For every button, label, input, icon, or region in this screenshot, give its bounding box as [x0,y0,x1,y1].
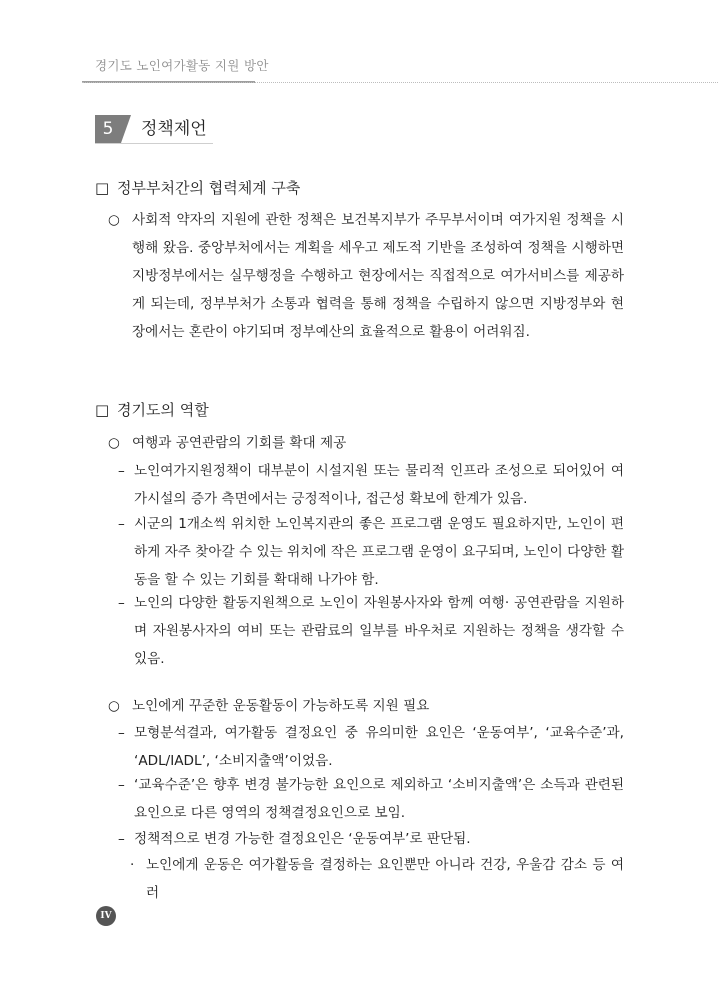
section-number-slant [121,115,131,143]
dash-item-model-analysis [118,719,624,775]
paragraph-text: 사회적 약자의 지원에 관한 정책은 보건복지부가 주무부서이며 여가지원 정책을 시행해 왔음. 중앙부처에서는 계획을 세우고 제도적 기반을 조성하여 정책을 시행하면 지방정부에서는 실무행정을 수행하고 현장에서는 직접적으로 여가서비스를 제공하게 되는데, 정부부처가 소통과 협력을 통해 정책을 수립하지 않으면 지방정부와 현장에서는 혼란이 야기되며 정부예산의 효율적으로 활용이 어려워짐. [132,212,624,340]
square-marker: □ [95,401,110,419]
dash-marker: – [118,463,125,479]
heading-gyeonggi-role [95,398,209,422]
running-header: 경기도 노인여가활동 지원 방안 [95,58,269,73]
page-number-badge: IV [96,906,116,926]
section-number: 5 [95,115,121,143]
section-title: 정책제언 [141,119,207,139]
dash-item-volunteer [118,589,624,673]
dash-text: 정책적으로 변경 가능한 결정요인은 ‘운동여부’로 판단됨. [134,831,471,847]
circle-marker: ○ [108,212,120,228]
header-rule [82,82,718,83]
bullet-text: 노인에게 운동은 여가활동을 결정하는 요인뿐만 아니라 건강, 우울감 감소 등 여러 [146,857,624,901]
heading-text: 정부부처간의 협력체계 구축 [117,179,301,197]
heading-cooperation [95,176,300,200]
dash-text: 시군의 1개소씩 위치한 노인복지관의 좋은 프로그램 운영도 필요하지만, 노인이 편하게 자주 찾아갈 수 있는 위치에 작은 프로그램 운영이 요구되며, 노인이 다양한 활동을 할 수 있는 기회를 확대해 나가야 함. [134,516,624,588]
bullet-item-exercise-health [130,851,624,907]
dash-text: 노인의 다양한 활동지원책으로 노인이 자원봉사자와 함께 여행· 공연관람을 지원하며 자원봉사자의 여비 또는 관람료의 일부를 바우처로 지원하는 정책을 생각할 수 있음. [134,595,624,667]
section-underline [95,143,213,144]
dash-text: 노인여가지원정책이 대부분이 시설지원 또는 물리적 인프라 조성으로 되어있어 여가시설의 증가 측면에서는 긍정적이나, 접근성 확보에 한계가 있음. [134,463,624,507]
dot-marker: · [130,857,135,873]
circle-marker: ○ [108,435,120,451]
dash-marker: – [118,831,125,847]
subheading-text: 노인에게 꾸준한 운동활동이 가능하도록 지원 필요 [132,698,430,714]
dash-marker: – [118,516,125,532]
dash-item-facilities [118,457,624,513]
paragraph-cooperation [108,206,624,346]
dash-item-policy-factor [118,825,624,853]
section-heading [95,115,213,143]
dash-item-education-level [118,771,624,827]
circle-marker: ○ [108,698,120,714]
heading-text: 경기도의 역할 [117,401,209,419]
dash-marker: – [118,777,125,793]
dash-text: 모형분석결과, 여가활동 결정요인 중 유의미한 요인은 ‘운동여부’, ‘교육수준’과, ‘ADL/IADL’, ‘소비지출액’이었음. [134,725,624,769]
dash-marker: – [118,725,125,741]
subheading-travel [108,429,624,457]
subheading-text: 여행과 공연관람의 기회를 확대 제공 [132,435,347,451]
dash-marker: – [118,595,125,611]
subheading-exercise [108,692,624,720]
dash-text: ‘교육수준’은 향후 변경 불가능한 요인으로 제외하고 ‘소비지출액’은 소득과 관련된 요인으로 다른 영역의 정책결정요인으로 보임. [134,777,624,821]
dash-item-welfare-center [118,510,624,594]
square-marker: □ [95,179,110,197]
